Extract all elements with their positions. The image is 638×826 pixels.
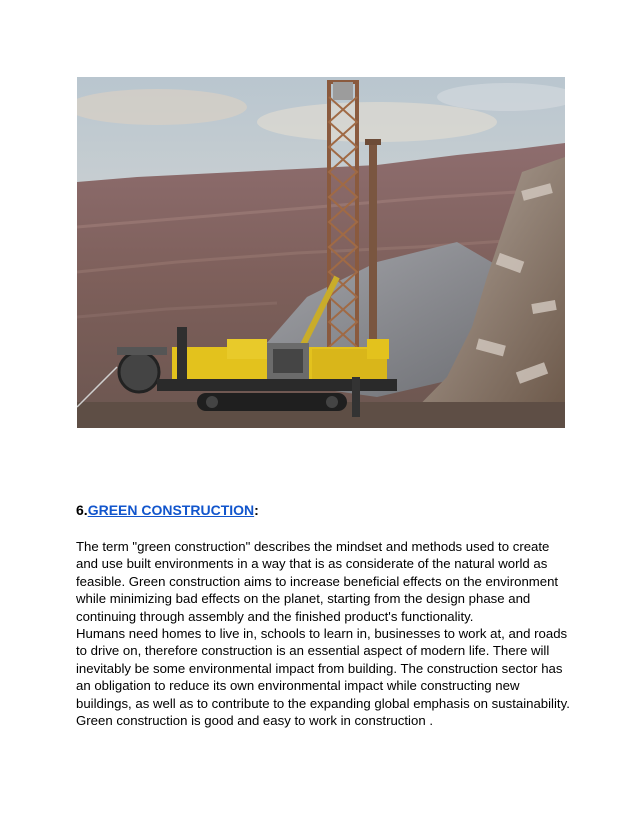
body-line: feasible. Green construction aims to increase beneficial effects on the environment — [76, 573, 559, 589]
quarry-illustration — [77, 77, 565, 428]
body-line: to drive on, therefore construction is an essential aspect of modern life. There will — [76, 643, 550, 659]
body-line: and use built environments in a way that is as considerate of the natural world as — [76, 556, 548, 572]
green-construction-link[interactable]: GREEN CONSTRUCTION — [87, 502, 255, 518]
body-line: while minimizing bad effects on the planet, starting from the design phase and — [76, 591, 531, 607]
drilling-rig-photo — [77, 77, 565, 428]
body-line: buildings, as well as to contribute to the expanding global emphasis on sustainability. — [76, 695, 570, 711]
section-heading — [76, 501, 259, 519]
section-number: 6. — [76, 502, 88, 518]
heading-colon: : — [254, 502, 259, 518]
body-paragraph — [76, 538, 576, 729]
body-line: Green construction is good and easy to work in construction . — [76, 713, 433, 729]
body-line: inevitably be some environmental impact from building. The construction sector has — [76, 660, 563, 676]
body-line: an obligation to reduce its own environmental impact while constructing new — [76, 678, 520, 694]
body-line: Humans need homes to live in, schools to learn in, businesses to work at, and roads — [76, 626, 568, 642]
body-line: The term "green construction" describes the mindset and methods used to create — [76, 539, 550, 554]
body-line: continuing through assembly and the finished product's functionality. — [76, 608, 474, 624]
